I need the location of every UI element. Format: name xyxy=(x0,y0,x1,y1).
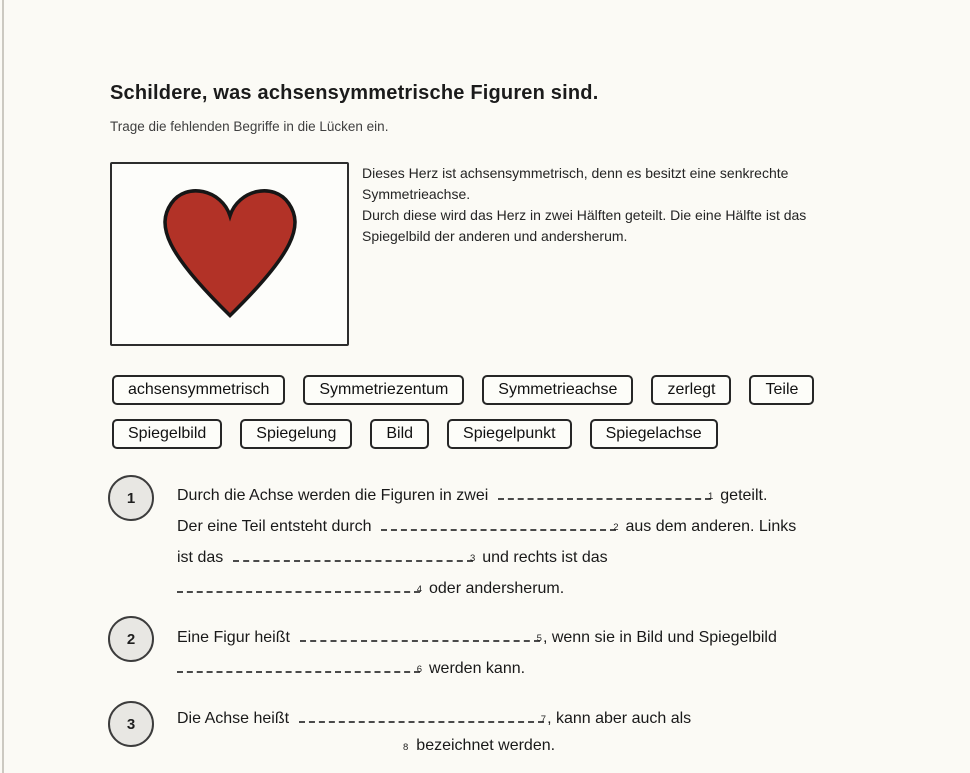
wordbank-item-symmetrieachse[interactable]: Symmetrieachse xyxy=(482,375,633,405)
wordbank-item-spiegelachse[interactable]: Spiegelachse xyxy=(590,419,718,449)
exercise-number: 3 xyxy=(126,715,136,733)
heart-figure-box xyxy=(110,162,349,346)
text-segment: Der eine Teil entsteht durch xyxy=(177,518,372,535)
text-segment: Eine Figur heißt xyxy=(177,629,290,646)
wordbank-item-zerlegt[interactable]: zerlegt xyxy=(651,375,731,405)
text-segment: aus dem anderen. Links xyxy=(625,518,797,535)
text-segment: ist das xyxy=(177,549,224,566)
exercise-number: 1 xyxy=(126,489,136,507)
wordbank-item-spiegelbild[interactable]: Spiegelbild xyxy=(112,419,222,449)
wordbank-item-teile[interactable]: Teile xyxy=(749,375,814,405)
blank-number: 1 xyxy=(707,491,714,502)
text-segment: oder andersherum. xyxy=(429,580,565,597)
exercise-3-number-badge xyxy=(108,701,154,747)
wordbank-item-spiegelung[interactable]: Spiegelung xyxy=(240,419,352,449)
wordbank-item-spiegelpunkt[interactable]: Spiegelpunkt xyxy=(447,419,572,449)
exercise-3-line-2 xyxy=(403,737,555,755)
exercise-1-number-badge xyxy=(108,475,154,521)
blank-1[interactable] xyxy=(498,484,714,502)
text-segment: , wenn sie in Bild und Spiegelbild xyxy=(542,629,777,646)
blank-4[interactable] xyxy=(177,577,420,593)
text-segment: Die Achse heißt xyxy=(177,710,290,727)
heart-icon xyxy=(148,170,312,338)
blank-number-8[interactable]: 8 xyxy=(403,742,409,753)
text-segment: geteilt. xyxy=(720,487,768,504)
exercise-1-line-3 xyxy=(177,546,608,567)
exercise-1-line-4 xyxy=(177,577,564,598)
blank-number: 3 xyxy=(469,553,476,564)
text-segment: bezeichnet werden. xyxy=(416,737,556,754)
text-segment: werden kann. xyxy=(429,660,526,677)
blank-6[interactable] xyxy=(177,657,420,673)
exercise-2-line-1 xyxy=(177,626,777,647)
blank-5[interactable] xyxy=(300,626,540,642)
blank-number: 6 xyxy=(416,664,422,675)
exercise-1-line-1 xyxy=(177,484,767,505)
exercise-3-line-1 xyxy=(177,707,691,728)
wordbank-item-bild[interactable]: Bild xyxy=(370,419,429,449)
exercise-number: 2 xyxy=(126,630,136,648)
blank-3[interactable] xyxy=(233,546,476,564)
wordbank-row-1 xyxy=(112,375,814,405)
wordbank-item-symmetriezentum[interactable]: Symmetriezentum xyxy=(303,375,464,405)
blank-number: 5 xyxy=(536,633,542,644)
exercise-2-line-2 xyxy=(177,657,525,678)
blank-number: 2 xyxy=(613,522,619,533)
exercise-2-number-badge xyxy=(108,616,154,662)
page-title: Schildere, was achsensymmetrische Figuren sind. xyxy=(110,82,599,104)
blank-number: 7 xyxy=(540,714,547,725)
intro-paragraph-1: Dieses Herz ist achsensymmetrisch, denn es besitzt eine senkrechte Symmetrieachse. xyxy=(362,165,789,202)
text-segment: , kann aber auch als xyxy=(547,710,692,727)
exercise-1-line-2 xyxy=(177,515,796,536)
page-subtitle: Trage die fehlenden Begriffe in die Lücken ein. xyxy=(110,119,389,134)
blank-number: 4 xyxy=(416,584,422,595)
wordbank-item-achsensymmetrisch[interactable]: achsensymmetrisch xyxy=(112,375,285,405)
intro-paragraph-2: Durch diese wird das Herz in zwei Hälften geteilt. Die eine Hälfte ist das Spiegelbild der anderen und andersherum. xyxy=(362,207,807,244)
blank-7[interactable] xyxy=(299,707,547,725)
blank-2[interactable] xyxy=(381,515,619,533)
text-segment: Durch die Achse werden die Figuren in zwei xyxy=(177,487,489,504)
wordbank-row-2 xyxy=(112,419,718,449)
text-segment: und rechts ist das xyxy=(482,549,608,566)
intro-text xyxy=(362,163,867,247)
page-edge-line xyxy=(2,0,4,773)
